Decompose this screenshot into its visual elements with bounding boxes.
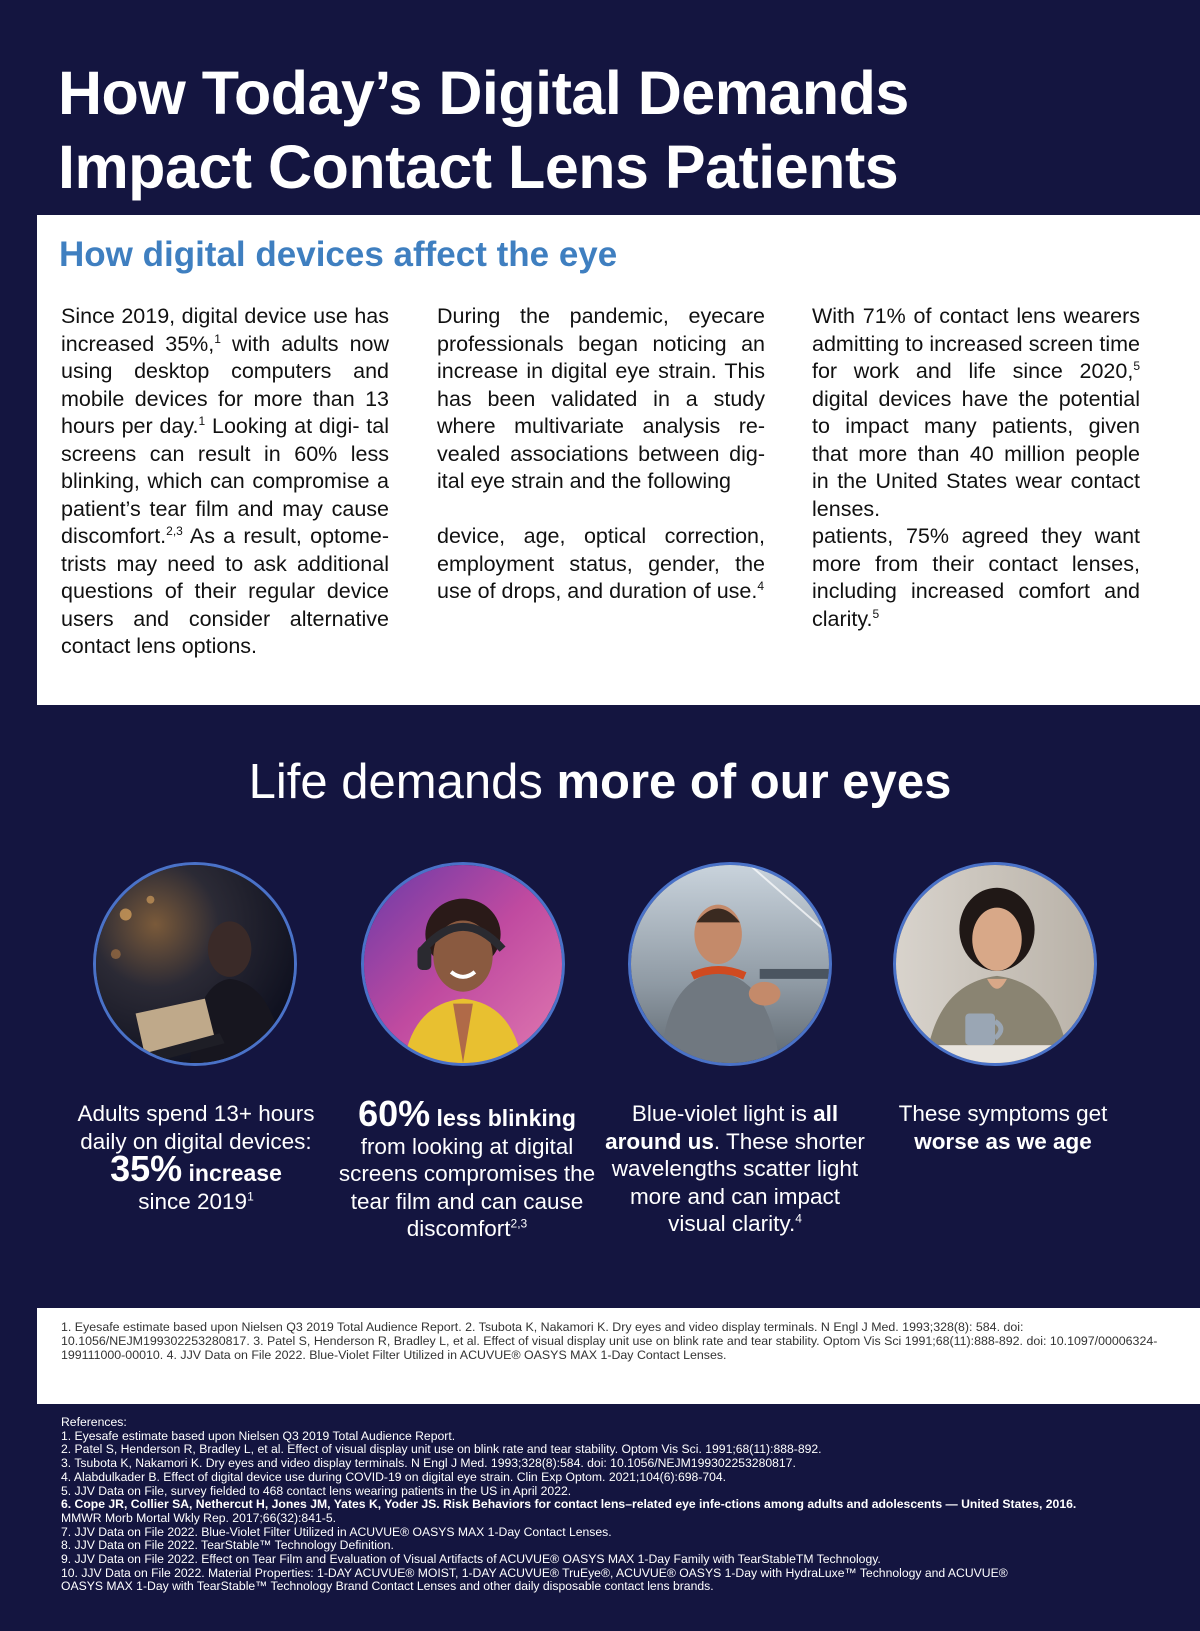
col1-sup-1: 1 <box>214 331 221 346</box>
col1-sup-3: 2,3 <box>166 523 183 538</box>
stat-age <box>868 1100 1138 1155</box>
person-headset-image <box>361 862 565 1066</box>
reference-item: MMWR Morb Mortal Wkly Rep. 2017;66(32):841-5. <box>61 1510 336 1525</box>
col1-sup-2: 1 <box>198 413 206 428</box>
reference-item: 4. Alabdulkader B. Effect of digital device use during COVID-19 on digital eye strain. Clin Exp Optom. 2021;104(6):698-704. <box>61 1469 727 1484</box>
col3-sup-2: 5 <box>872 606 880 621</box>
reference-item: 6. Cope JR, Collier SA, Nethercut H, Jones JM, Yates K, Yoder JS. Risk Behaviors for contact lens–related eye infe-ctions among adults and adolescents — United States, 2016. <box>61 1497 1077 1512</box>
footnote-text: 1. Eyesafe estimate based upon Nielsen Q3 2019 Total Audience Report. 2. Tsubota K, Nakamori K. Dry eyes and video display terminals. N Engl J Med. 1993;328(8): 584. doi: 10.1056/NEJM199302253280817. 3. Patel S, Henderson R, Bradley L, et al. Effect of visual display unit use on blink rate and tear stability. Optom Vis Sci 1991;68(11):888-892. doi: 10.1097/00006324-199111000-00010. 4. JJV Data on File 2022. Blue-Violet Filter Utilized in ACUVUE® OASYS MAX 1-Day Contact Lenses. <box>61 1320 1158 1362</box>
text-column-1 <box>61 303 389 661</box>
references-list <box>61 1416 1171 1594</box>
col1-text-2: with adults now using desktop computers and mobile devices for more than 13 hours per day. <box>61 331 390 438</box>
text-column-3 <box>812 303 1140 633</box>
col1-text-1: Since 2019, digital device use has increased 35%, <box>61 304 389 356</box>
stat3-bold: all around us <box>605 1101 839 1154</box>
reference-item: 3. Tsubota K, Nakamori K. Dry eyes and video display terminals. N Engl J Med. 1993;328(8):584. doi: 10.1056/NEJM199302253280817. <box>61 1456 796 1471</box>
reference-item: 9. JJV Data on File 2022. Effect on Tear Film and Evaluation of Visual Artifacts of ACUVUE® OASYS MAX 1-Day Family with TearStableTM Technology. <box>61 1552 881 1567</box>
stat4-text: These symptoms get <box>898 1101 1108 1126</box>
stat-blinking <box>332 1093 602 1243</box>
stat1-increase: increase <box>182 1160 282 1186</box>
col2-sup-1: 4 <box>757 578 765 593</box>
stat2-less-blinking: less blinking <box>430 1105 576 1131</box>
person-mug-image <box>893 862 1097 1066</box>
section-heading: How digital devices affect the eye <box>59 235 618 274</box>
col2-text-1: During the pandemic, eyecare professionals began noticing an increase in digital eye strain. This has been validated in a study where multivariate analysis re- vealed associations between dig- ital eye strain and the following <box>437 304 765 493</box>
stat2-sup: 2,3 <box>510 1216 528 1231</box>
person-laptop-image <box>93 862 297 1066</box>
col3-text-1: With 71% of contact lens wearers admitting to increased screen time for work and life since 2020, <box>812 304 1140 383</box>
stat3-text-2: . These shorter wavelengths scatter light more and can impact visual clarity. <box>611 1128 865 1236</box>
col1-text-3: Looking at digi- tal screens can result in 60% less blinking, which can compromise a patient’s tear film and may cause discomfort. <box>61 414 389 548</box>
col2-text-2: device, age, optical correction, employment status, gender, the use of drops, and duration of use. <box>437 524 765 603</box>
references-label: References: <box>61 1415 127 1429</box>
footnote-panel <box>37 1308 1200 1404</box>
stat1-sup: 1 <box>247 1189 254 1203</box>
reference-item: OASYS MAX 1-Day with TearStable™ Technology Brand Contact Lenses and other daily disposable contact lens brands. <box>61 1579 714 1594</box>
stat4-bold: worse as we age <box>914 1128 1092 1154</box>
life-demands-heading <box>0 754 1200 810</box>
reference-item: 7. JJV Data on File 2022. Blue-Violet Filter Utilized in ACUVUE® OASYS MAX 1-Day Contact Lenses. <box>61 1524 612 1539</box>
reference-item: 2. Patel S, Henderson R, Bradley L, et al. Effect of visual display unit use on blink rate and tear stability. Optom Vis Sci. 1991;68(11):888-892. <box>61 1442 822 1457</box>
life-heading-regular: Life demands <box>248 755 557 809</box>
col3-text-3: patients, 75% agreed they want more from their contact lenses, including increased comfort and clarity. <box>812 524 1140 631</box>
stat1-big-number: 35% <box>110 1148 183 1189</box>
stat3-text-1: Blue-violet light is <box>631 1101 814 1126</box>
reference-item: 10. JJV Data on File 2022. Material Properties: 1-DAY ACUVUE® MOIST, 1-DAY ACUVUE® TruEye®, ACUVUE® OASYS 1-Day with HydraLuxe™ Technology and ACUVUE® <box>61 1565 1008 1580</box>
reference-item: 8. JJV Data on File 2022. TearStable™ Technology Definition. <box>61 1538 394 1553</box>
reference-item: 5. JJV Data on File, survey fielded to 468 contact lens wearing patients in the US in April 2022. <box>61 1483 572 1498</box>
person-outdoor-image <box>628 862 832 1066</box>
stat2-big-number: 60% <box>358 1093 431 1134</box>
stat-blue-light <box>600 1100 870 1238</box>
title-line-2: Impact Contact Lens Patients <box>58 133 899 201</box>
stat-screen-time <box>61 1100 331 1215</box>
text-column-2 <box>437 303 765 606</box>
title-line-1: How Today’s Digital Demands <box>58 59 909 127</box>
stat2-text: from looking at digital screens compromises the tear film and can cause discomfort <box>338 1133 596 1241</box>
col3-sup-1: 5 <box>1133 358 1140 373</box>
stat1-line2: since 2019 <box>138 1188 248 1214</box>
col1-text-4: As a result, optome- trists may need to ask additional questions of their regular device users and consider alternative contact lens options. <box>61 524 389 658</box>
stat1-line1: Adults spend 13+ hours daily on digital devices: <box>77 1101 315 1154</box>
col3-text-2: digital devices have the potential to impact many patients, given that more than 40 million people in the United States wear contact lenses. <box>812 386 1140 521</box>
stat3-sup: 4 <box>795 1211 802 1226</box>
digital-devices-panel <box>37 215 1200 705</box>
reference-item: 1. Eyesafe estimate based upon Nielsen Q3 2019 Total Audience Report. <box>61 1428 456 1443</box>
page-title <box>58 56 1158 204</box>
life-heading-bold: more of our eyes <box>556 755 952 809</box>
